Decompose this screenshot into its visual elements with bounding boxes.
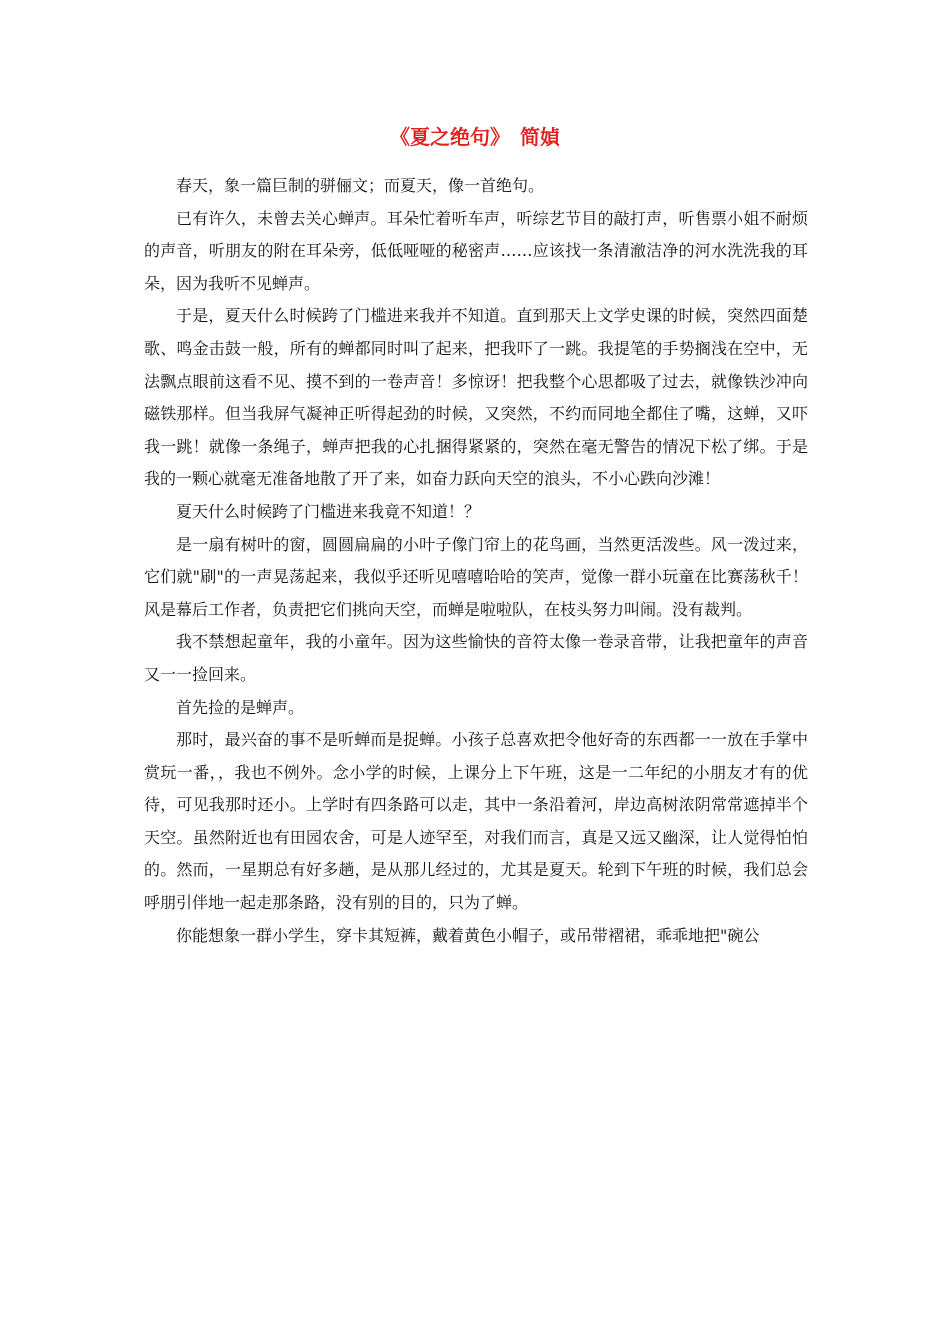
document-title: 《夏之绝句》 简媜 [390, 125, 560, 149]
paragraph: 已有许久，未曾去关心蝉声。耳朵忙着听车声，听综艺节目的敲打声，听售票小姐不耐烦的声音，听朋友的附在耳朵旁，低低哑哑的秘密声……应该找一条清澈洁净的河水洗洗我的耳朵，因为我听不见蝉声。 [144, 208, 808, 293]
paragraph: 于是，夏天什么时候跨了门槛进来我并不知道。直到那天上文学史课的时候，突然四面楚歌、鸣金击鼓一般，所有的蝉都同时叫了起来，把我吓了一跳。我提笔的手势搁浅在空中，无法飘点眼前这看不见、摸不到的一卷声音！多惊讶！把我整个心思都吸了过去，就像铁沙冲向磁铁那样。但当我屏气凝神正听得起劲的时候，又突然，不约而同地全都住了嘴，这蝉，又吓我一跳！就像一条绳子，蝉声把我的心扎捆得紧紧的，突然在毫无警告的情况下松了绑。于是我的一颗心就毫无准备地散了开了来，如奋力跃向天空的浪头，不小心跌向沙滩！ [144, 306, 808, 489]
document-body [144, 170, 808, 952]
paragraph: 春天，象一篇巨制的骈俪文；而夏天，像一首绝句。 [176, 176, 545, 195]
paragraph: 我不禁想起童年，我的小童年。因为这些愉快的音符太像一卷录音带，让我把童年的声音又一一捡回来。 [144, 632, 808, 684]
paragraph: 那时，最兴奋的事不是听蝉而是捉蝉。小孩子总喜欢把令他好奇的东西都一一放在手掌中赏玩一番，，我也不例外。念小学的时候，上课分上下午班，这是一二年纪的小朋友才有的优待，可见我那时还小。上学时有四条路可以走，其中一条沿着河，岸边高树浓阴常常遮掉半个天空。虽然附近也有田园农舍，可是人迹罕至，对我们而言，真是又远又幽深，让人觉得怕怕的。然而，一星期总有好多趟，是从那儿经过的，尤其是夏天。轮到下午班的时候，我们总会呼朋引伴地一起走那条路，没有别的目的，只为了蝉。 [144, 730, 808, 913]
paragraph: 你能想象一群小学生，穿卡其短裤，戴着黄色小帽子，或吊带褶裙，乖乖地把"碗公 [176, 925, 760, 945]
paragraph: 夏天什么时候跨了门槛进来我竟不知道！？ [176, 501, 481, 521]
paragraph: 是一扇有树叶的窗，圆圆扁扁的小叶子像门帘上的花鸟画，当然更活泼些。风一泼过来，它们就"刷"的一声晃荡起来，我似乎还听见嘻嘻哈哈的笑声，觉像一群小玩童在比赛荡秋千！风是幕后工作者，负责把它们挑向天空，而蝉是啦啦队，在枝头努力叫闹。没有裁判。 [144, 534, 808, 619]
paragraph: 首先捡的是蝉声。 [176, 697, 305, 717]
